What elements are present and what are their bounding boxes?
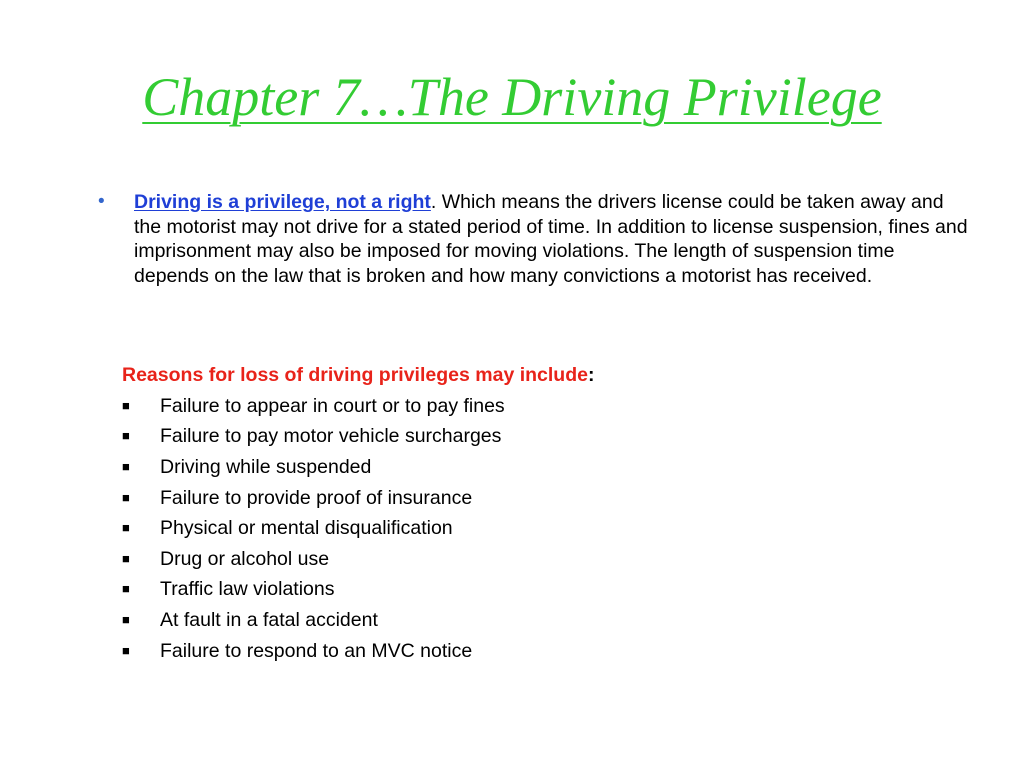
slide-title: Chapter 7…The Driving Privilege xyxy=(142,67,882,127)
square-bullet-icon: ■ xyxy=(122,642,130,658)
list-item-text: Failure to provide proof of insurance xyxy=(160,486,473,509)
square-bullet-icon: ■ xyxy=(122,611,130,627)
square-bullet-icon: ■ xyxy=(122,397,130,413)
main-bullet-paragraph xyxy=(98,190,968,288)
list-item-text: At fault in a fatal accident xyxy=(160,608,378,631)
list-item-text: Drug or alcohol use xyxy=(160,547,330,570)
list-item-text: Traffic law violations xyxy=(160,578,335,601)
bullet-text xyxy=(134,190,968,288)
reasons-list xyxy=(122,391,505,666)
list-item xyxy=(122,513,505,544)
bullet-body-text: . Which means the drivers license could be taken away and the motorist may not drive for a stated period of time. In addition to license suspension, fines and imprisonment may also be imposed for moving violations. The length of suspension time depends on the law that is broken and how many convictions a motorist has received. xyxy=(134,191,968,287)
list-item xyxy=(122,605,505,636)
bullet-icon: • xyxy=(98,191,105,212)
privilege-link[interactable]: Driving is a privilege, not a right xyxy=(134,191,431,213)
list-item-text: Failure to respond to an MVC notice xyxy=(160,639,473,662)
square-bullet-icon: ■ xyxy=(122,520,130,536)
reasons-heading-colon: : xyxy=(587,364,595,386)
list-item xyxy=(122,422,505,453)
list-item xyxy=(122,391,505,422)
square-bullet-icon: ■ xyxy=(122,581,130,597)
list-item xyxy=(122,544,505,575)
list-item xyxy=(122,575,505,606)
list-item-text: Failure to pay motor vehicle surcharges xyxy=(160,425,502,448)
reasons-heading-text: Reasons for loss of driving privileges may include xyxy=(122,364,588,386)
square-bullet-icon: ■ xyxy=(122,550,130,566)
list-item-text: Physical or mental disqualification xyxy=(160,517,453,540)
square-bullet-icon: ■ xyxy=(122,489,130,505)
list-item-text: Failure to appear in court or to pay fines xyxy=(160,394,505,417)
list-item xyxy=(122,452,505,483)
list-item-text: Driving while suspended xyxy=(160,455,372,478)
reasons-heading xyxy=(122,362,594,388)
list-item xyxy=(122,636,505,667)
list-item xyxy=(122,483,505,514)
square-bullet-icon: ■ xyxy=(122,428,130,444)
square-bullet-icon: ■ xyxy=(122,458,130,474)
